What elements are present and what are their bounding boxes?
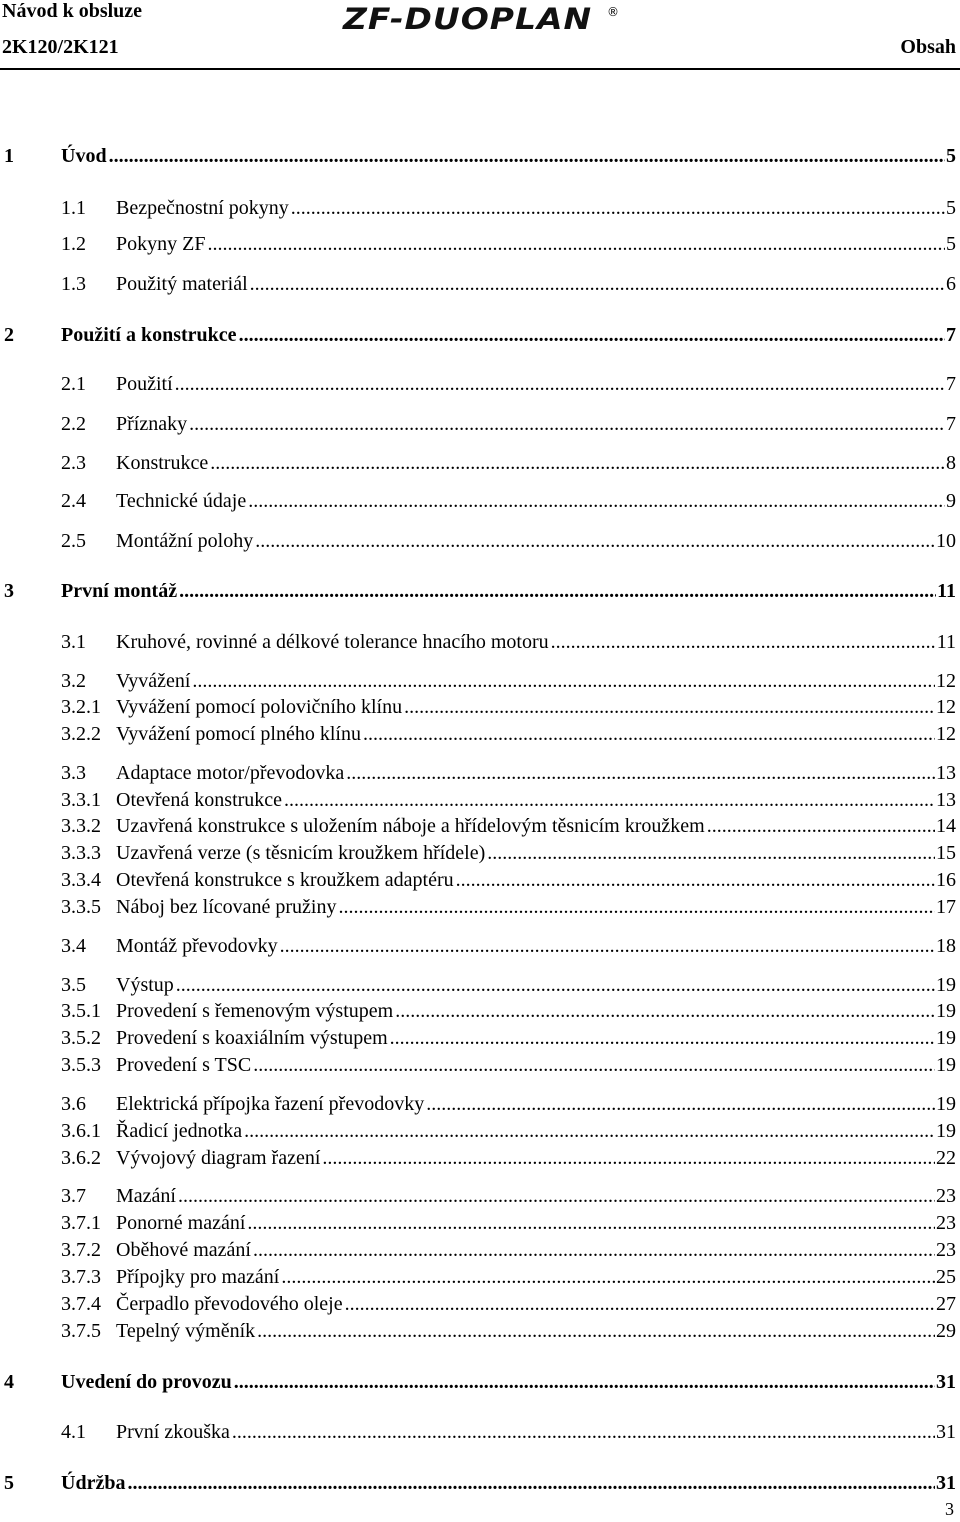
toc-page-number: 19: [936, 1120, 956, 1142]
toc-leader-line: [61, 578, 956, 604]
toc-page-number: 7: [946, 324, 956, 346]
toc-entry[interactable]: [0, 450, 956, 476]
toc-leader-line: [116, 813, 956, 839]
toc-entry[interactable]: [0, 972, 956, 998]
toc-dot-leader: [207, 231, 945, 257]
toc-number: 3.7.5: [61, 1320, 101, 1342]
toc-page-number: 12: [936, 670, 956, 692]
toc-dot-leader: [281, 1264, 935, 1290]
toc-dot-leader: [404, 694, 935, 720]
toc-number: 2.3: [61, 452, 86, 474]
toc-leader-line: [61, 1470, 956, 1496]
toc-leader-line: [116, 1237, 956, 1263]
toc-number: 3.7.2: [61, 1239, 101, 1261]
toc-dot-leader: [127, 1470, 935, 1496]
toc-dot-leader: [363, 721, 935, 747]
toc-title: Konstrukce: [116, 452, 209, 474]
toc-entry[interactable]: [0, 694, 956, 720]
toc-number: 2.2: [61, 413, 86, 435]
toc-number: 3.3: [61, 762, 86, 784]
toc-number: 3.2.1: [61, 696, 101, 718]
toc-dot-leader: [248, 488, 945, 514]
toc-title: Technické údaje: [116, 490, 247, 512]
toc-entry[interactable]: [0, 195, 956, 221]
toc-title: Provedení s koaxiálním výstupem: [116, 1027, 388, 1049]
toc-title: První montáž: [61, 580, 178, 602]
toc-title: Adaptace motor/převodovka: [116, 762, 345, 784]
toc-dot-leader: [178, 1183, 935, 1209]
toc-page-number: 16: [936, 869, 956, 891]
toc-dot-leader: [707, 813, 935, 839]
toc-dot-leader: [487, 840, 935, 866]
toc-title: Náboj bez lícované pružiny: [116, 896, 337, 918]
toc-page-number: 8: [946, 452, 956, 474]
toc-entry[interactable]: [0, 1237, 956, 1263]
toc-dot-leader: [179, 578, 936, 604]
toc-leader-line: [116, 1291, 956, 1317]
toc-page-number: 23: [936, 1212, 956, 1234]
toc-number: 1.2: [61, 233, 86, 255]
toc-number: 5: [4, 1472, 14, 1494]
toc-dot-leader: [244, 1118, 935, 1144]
toc-title: Vyvážení: [116, 670, 191, 692]
toc-entry[interactable]: [0, 760, 956, 786]
toc-entry[interactable]: [0, 787, 956, 813]
toc-entry[interactable]: [0, 1025, 956, 1051]
toc-title: Montáž převodovky: [116, 935, 278, 957]
toc-dot-leader: [390, 1025, 935, 1051]
toc-page-number: 12: [936, 696, 956, 718]
toc-title: Použití a konstrukce: [61, 324, 237, 346]
toc-page-number: 12: [936, 723, 956, 745]
toc-number: 2.5: [61, 530, 86, 552]
toc-page-number: 19: [936, 1000, 956, 1022]
toc-dot-leader: [257, 1318, 935, 1344]
toc-number: 3.3.2: [61, 815, 101, 837]
toc-title: Otevřená konstrukce: [116, 789, 283, 811]
toc-entry[interactable]: [0, 1369, 956, 1395]
toc-number: 2: [4, 324, 14, 346]
toc-number: 1.1: [61, 197, 86, 219]
toc-dot-leader: [176, 972, 935, 998]
toc-number: 3.5: [61, 974, 86, 996]
toc-leader-line: [116, 528, 956, 554]
toc-title: Použití: [116, 373, 173, 395]
toc-leader-line: [61, 322, 956, 348]
toc-page-number: 5: [946, 197, 956, 219]
toc-title: Uvedení do provozu: [61, 1371, 232, 1393]
toc-dot-leader: [232, 1419, 935, 1445]
toc-page-number: 27: [936, 1293, 956, 1315]
toc-number: 3.3.1: [61, 789, 101, 811]
toc-page-number: 19: [936, 1054, 956, 1076]
toc-page-number: 13: [936, 762, 956, 784]
toc-number: 3.6: [61, 1093, 86, 1115]
toc-leader-line: [116, 488, 956, 514]
toc-leader-line: [116, 271, 956, 297]
toc-leader-line: [116, 668, 956, 694]
toc-page-number: 29: [936, 1320, 956, 1342]
toc-title: První zkouška: [116, 1421, 230, 1443]
toc-leader-line: [116, 894, 956, 920]
toc-page-number: 15: [936, 842, 956, 864]
toc-entry[interactable]: [0, 411, 956, 437]
toc-leader-line: [116, 760, 956, 786]
toc-dot-leader: [395, 998, 935, 1024]
toc-entry[interactable]: [0, 322, 956, 348]
toc-title: Elektrická přípojka řazení převodovky: [116, 1093, 425, 1115]
toc-page-number: 22: [936, 1147, 956, 1169]
toc-title: Řadicí jednotka: [116, 1120, 243, 1142]
toc-title: Ponorné mazání: [116, 1212, 246, 1234]
toc-number: 4.1: [61, 1421, 86, 1443]
toc-leader-line: [116, 1183, 956, 1209]
toc-leader-line: [116, 1052, 956, 1078]
toc-page-number: 31: [936, 1472, 956, 1494]
toc-leader-line: [116, 787, 956, 813]
toc-entry[interactable]: [0, 813, 956, 839]
registered-mark: ®: [607, 5, 619, 19]
toc-page-number: 11: [936, 631, 956, 653]
toc-dot-leader: [175, 371, 945, 397]
toc-dot-leader: [284, 787, 935, 813]
toc-entry[interactable]: [0, 578, 956, 604]
toc-page-number: 19: [936, 1027, 956, 1049]
toc-title: Bezpečnostní pokyny: [116, 197, 289, 219]
toc-leader-line: [116, 411, 956, 437]
toc-number: 3: [4, 580, 14, 602]
toc-number: 3.7.3: [61, 1266, 101, 1288]
toc-dot-leader: [253, 1052, 935, 1078]
toc-dot-leader: [291, 195, 945, 221]
toc-dot-leader: [346, 760, 935, 786]
toc-title: Otevřená konstrukce s kroužkem adaptéru: [116, 869, 454, 891]
toc-title: Kruhové, rovinné a délkové tolerance hnacího motoru: [116, 631, 549, 653]
model-label: 2K120/2K121: [2, 36, 119, 58]
toc-page-number: 23: [936, 1239, 956, 1261]
toc-entry[interactable]: [0, 528, 956, 554]
toc-dot-leader: [551, 629, 936, 655]
toc-number: 3.2: [61, 670, 86, 692]
toc-leader-line: [116, 1091, 956, 1117]
toc-leader-line: [116, 867, 956, 893]
toc-dot-leader: [239, 322, 945, 348]
toc-number: 3.7.4: [61, 1293, 101, 1315]
toc-entry[interactable]: [0, 1291, 956, 1317]
toc-page-number: 10: [936, 530, 956, 552]
toc-leader-line: [116, 1318, 956, 1344]
toc-title: Provedení s TSC: [116, 1054, 252, 1076]
toc-leader-line: [116, 998, 956, 1024]
toc-number: 3.4: [61, 935, 86, 957]
toc-entry[interactable]: [0, 1470, 956, 1496]
toc-dot-leader: [250, 271, 945, 297]
toc-leader-line: [116, 721, 956, 747]
toc-number: 3.6.1: [61, 1120, 101, 1142]
toc-dot-leader: [280, 933, 935, 959]
toc-entry[interactable]: [0, 271, 956, 297]
toc-dot-leader: [210, 450, 945, 476]
toc-number: 3.3.4: [61, 869, 101, 891]
toc-leader-line: [116, 371, 956, 397]
toc-page-number: 11: [937, 580, 956, 602]
toc-number: 4: [4, 1371, 14, 1393]
toc-number: 3.5.3: [61, 1054, 101, 1076]
toc-page-number: 7: [946, 373, 956, 395]
toc-dot-leader: [456, 867, 935, 893]
toc-entry[interactable]: [0, 840, 956, 866]
toc-entry[interactable]: [0, 1145, 956, 1171]
toc-title: Montážní polohy: [116, 530, 254, 552]
toc-title: Čerpadlo převodového oleje: [116, 1293, 343, 1315]
toc-entry[interactable]: [0, 867, 956, 893]
toc-entry[interactable]: [0, 1091, 956, 1117]
toc-page-number: 5: [946, 145, 956, 167]
toc-leader-line: [61, 143, 956, 169]
toc-entry[interactable]: [0, 1419, 956, 1445]
toc-entry[interactable]: [0, 371, 956, 397]
toc-title: Příznaky: [116, 413, 188, 435]
toc-dot-leader: [322, 1145, 935, 1171]
toc-entry[interactable]: [0, 668, 956, 694]
toc-title: Oběhové mazání: [116, 1239, 251, 1261]
toc-number: 3.3.3: [61, 842, 101, 864]
toc-title: Přípojky pro mazání: [116, 1266, 280, 1288]
toc-leader-line: [116, 1145, 956, 1171]
toc-page-number: 31: [936, 1421, 956, 1443]
toc-entry[interactable]: [0, 1052, 956, 1078]
toc-dot-leader: [109, 143, 945, 169]
toc-entry[interactable]: [0, 1264, 956, 1290]
toc-entry[interactable]: [0, 1210, 956, 1236]
toc-title: Úvod: [61, 145, 107, 167]
toc-entry[interactable]: [0, 629, 956, 655]
toc-leader-line: [61, 1369, 956, 1395]
toc-title: Mazání: [116, 1185, 176, 1207]
page-number: 3: [945, 1499, 954, 1519]
toc-entry[interactable]: [0, 1183, 956, 1209]
toc-entry[interactable]: [0, 488, 956, 514]
toc-entry[interactable]: [0, 231, 956, 257]
section-label: Obsah: [900, 36, 956, 58]
toc-entry[interactable]: [0, 894, 956, 920]
toc-page-number: 7: [946, 413, 956, 435]
toc-leader-line: [116, 1210, 956, 1236]
toc-title: Pokyny ZF: [116, 233, 206, 255]
toc-page-number: 18: [936, 935, 956, 957]
toc-title: Použitý materiál: [116, 273, 248, 295]
toc-number: 3.7: [61, 1185, 86, 1207]
toc-leader-line: [116, 629, 956, 655]
toc-leader-line: [116, 1118, 956, 1144]
toc-page-number: 13: [936, 789, 956, 811]
toc-entry[interactable]: [0, 933, 956, 959]
toc-entry[interactable]: [0, 998, 956, 1024]
toc-title: Vyvážení pomocí polovičního klínu: [116, 696, 403, 718]
toc-dot-leader: [192, 668, 935, 694]
toc-title: Výstup: [116, 974, 174, 996]
toc-dot-leader: [255, 528, 935, 554]
toc-page-number: 17: [936, 896, 956, 918]
toc-leader-line: [116, 195, 956, 221]
toc-page-number: 9: [946, 490, 956, 512]
toc-number: 1.3: [61, 273, 86, 295]
toc-title: Uzavřená verze (s těsnicím kroužkem hřídele): [116, 842, 486, 864]
toc-title: Tepelný výměník: [116, 1320, 256, 1342]
toc-number: 3.6.2: [61, 1147, 101, 1169]
toc-dot-leader: [189, 411, 945, 437]
toc-number: 3.7.1: [61, 1212, 101, 1234]
toc-dot-leader: [234, 1369, 935, 1395]
toc-entry[interactable]: [0, 1318, 956, 1344]
toc-page-number: 19: [936, 974, 956, 996]
toc-dot-leader: [247, 1210, 935, 1236]
toc-leader-line: [116, 933, 956, 959]
toc-number: 3.5.1: [61, 1000, 101, 1022]
toc-leader-line: [116, 231, 956, 257]
toc-title: Vývojový diagram řazení: [116, 1147, 321, 1169]
toc-entry[interactable]: [0, 143, 956, 169]
toc-page-number: 25: [936, 1266, 956, 1288]
toc-title: Údržba: [61, 1472, 126, 1494]
toc-dot-leader: [345, 1291, 935, 1317]
toc-page-number: 31: [936, 1371, 956, 1393]
toc-title: Uzavřená konstrukce s uložením náboje a hřídelovým těsnicím kroužkem: [116, 815, 705, 837]
toc-number: 2.1: [61, 373, 86, 395]
toc-number: 3.2.2: [61, 723, 101, 745]
toc-number: 3.1: [61, 631, 86, 653]
toc-number: 3.5.2: [61, 1027, 101, 1049]
toc-page-number: 23: [936, 1185, 956, 1207]
doc-type-label: Návod k obsluze: [2, 0, 143, 22]
toc-number: 2.4: [61, 490, 86, 512]
toc-entry[interactable]: [0, 1118, 956, 1144]
toc-page-number: 19: [936, 1093, 956, 1115]
toc-entry[interactable]: [0, 721, 956, 747]
toc-page-number: 5: [946, 233, 956, 255]
toc-leader-line: [116, 972, 956, 998]
toc-title: Provedení s řemenovým výstupem: [116, 1000, 394, 1022]
toc-leader-line: [116, 1025, 956, 1051]
toc-dot-leader: [338, 894, 935, 920]
toc-number: 3.3.5: [61, 896, 101, 918]
toc-dot-leader: [426, 1091, 935, 1117]
toc-leader-line: [116, 1264, 956, 1290]
toc-dot-leader: [253, 1237, 935, 1263]
toc-leader-line: [116, 450, 956, 476]
toc-leader-line: [116, 694, 956, 720]
toc-number: 1: [4, 145, 14, 167]
toc-page-number: 6: [946, 273, 956, 295]
toc-leader-line: [116, 1419, 956, 1445]
toc-page-number: 14: [936, 815, 956, 837]
toc-leader-line: [116, 840, 956, 866]
zf-duoplan-logo: ZF-DUOPLAN: [343, 1, 593, 37]
toc-title: Vyvážení pomocí plného klínu: [116, 723, 361, 745]
